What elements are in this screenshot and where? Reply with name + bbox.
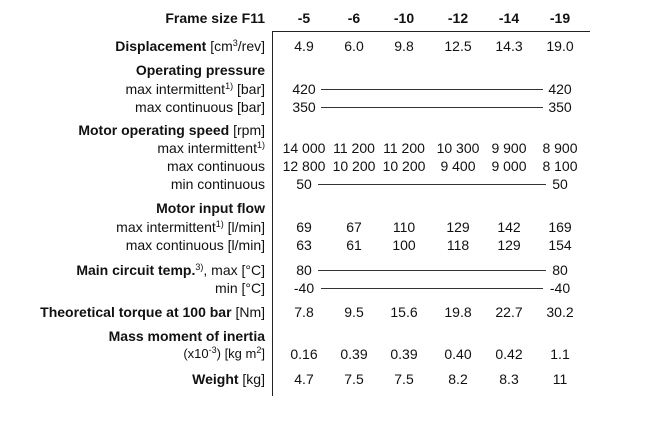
inertia-value: 0.42 — [495, 346, 523, 362]
frame-size-header: -14 — [498, 10, 520, 26]
frame-size-header: -19 — [549, 10, 571, 26]
displacement-label: Displacement $[cm^3/rev]$ — [115, 38, 265, 54]
displacement-value: 12.5 — [444, 38, 472, 54]
operating-pressure-title: Operating pressure — [135, 62, 265, 78]
pressure-max-continuous-label: max continuous [bar] — [135, 99, 265, 115]
weight-value: 8.3 — [499, 371, 519, 387]
inertia-value: 0.16 — [290, 346, 318, 362]
inertia-value: 1.1 — [550, 346, 570, 362]
flow-max-continuous-value: 61 — [346, 237, 362, 253]
circuit-temp-min-label: min [°C] — [215, 280, 265, 296]
weight-value: 4.7 — [294, 371, 314, 387]
speed-max-continuous-value: 9 400 — [440, 158, 476, 174]
speed-min-continuous-label: min continuous — [170, 176, 265, 192]
speed-max-continuous-value: 12 800 — [282, 158, 326, 174]
pressure-max-intermittent-from: 420 — [292, 81, 316, 97]
torque-label: Theoretical torque at 100 bar [Nm] — [40, 304, 265, 320]
torque-value: 19.8 — [444, 304, 472, 320]
flow-max-continuous-value: 129 — [497, 237, 521, 253]
flow-max-intermittent-value: 129 — [446, 219, 470, 235]
frame-size-header: -10 — [393, 10, 415, 26]
column-rule — [272, 31, 273, 396]
speed-max-continuous-value: 9 000 — [491, 158, 527, 174]
pressure-max-intermittent-to: 420 — [548, 81, 572, 97]
inertia-value: 0.39 — [340, 346, 368, 362]
circuit-temp-max-label: Main circuit temp.$^{3)}$, max [°C] — [76, 262, 265, 278]
weight-label: Weight [kg] — [192, 371, 265, 387]
range-leader-line — [321, 89, 543, 90]
motor-input-flow-title: Motor input flow — [156, 200, 265, 216]
flow-max-continuous-value: 63 — [296, 237, 312, 253]
displacement-value: 19.0 — [546, 38, 574, 54]
header-rule — [272, 31, 590, 32]
weight-value: 7.5 — [344, 371, 364, 387]
inertia-unit: $(x10^{-3})$ [kg $m^2$] — [183, 345, 265, 361]
speed-max-intermittent-value: 10 300 — [436, 140, 480, 156]
temp-min-from: -40 — [293, 280, 315, 296]
pressure-max-continuous-from: 350 — [292, 99, 316, 115]
temp-max-to: 80 — [552, 262, 568, 278]
frame-size-label: Frame size F11 — [165, 10, 265, 26]
flow-max-continuous-value: 118 — [446, 237, 470, 253]
range-leader-line — [318, 184, 546, 185]
torque-value: 15.6 — [390, 304, 418, 320]
weight-value: 8.2 — [448, 371, 468, 387]
speed-max-intermittent-value: 14 000 — [282, 140, 326, 156]
flow-max-continuous-label: max continuous [l/min] — [125, 237, 265, 253]
range-leader-line — [321, 288, 543, 289]
speed-min-continuous-from: 50 — [296, 176, 312, 192]
displacement-value: 6.0 — [344, 38, 364, 54]
torque-value: 7.8 — [294, 304, 314, 320]
flow-max-intermittent-label: max intermittent$^{1)}$ [l/min] — [116, 219, 265, 235]
weight-value: 7.5 — [394, 371, 414, 387]
inertia-title: Mass moment of inertia — [108, 328, 265, 344]
speed-min-continuous-to: 50 — [552, 176, 568, 192]
inertia-value: 0.39 — [390, 346, 418, 362]
range-leader-line — [318, 270, 546, 271]
speed-max-intermittent-value: 11 200 — [333, 140, 375, 156]
speed-max-intermittent-value: 11 200 — [383, 140, 425, 156]
frame-size-header: -12 — [447, 10, 469, 26]
speed-max-continuous-value: 10 200 — [332, 158, 376, 174]
frame-size-header: -5 — [297, 10, 311, 26]
torque-value: 9.5 — [344, 304, 364, 320]
inertia-value: 0.40 — [444, 346, 472, 362]
frame-size-header: -6 — [347, 10, 361, 26]
displacement-value: 9.8 — [394, 38, 414, 54]
flow-max-continuous-value: 100 — [392, 237, 416, 253]
pressure-max-continuous-to: 350 — [548, 99, 572, 115]
displacement-value: 4.9 — [294, 38, 314, 54]
speed-max-continuous-value: 8 100 — [542, 158, 578, 174]
range-leader-line — [321, 107, 543, 108]
speed-max-intermittent-value: 8 900 — [542, 140, 578, 156]
displacement-value: 14.3 — [495, 38, 523, 54]
flow-max-continuous-value: 154 — [548, 237, 572, 253]
speed-max-continuous-label: max continuous — [166, 158, 265, 174]
pressure-max-intermittent-label: max intermittent$^{1)}$ [bar] — [125, 81, 265, 97]
temp-max-from: 80 — [296, 262, 312, 278]
flow-max-intermittent-value: 110 — [392, 219, 416, 235]
speed-max-intermittent-label: max intermittent$^{1)}$ — [157, 140, 265, 156]
torque-value: 30.2 — [546, 304, 574, 320]
temp-min-to: -40 — [549, 280, 571, 296]
speed-max-intermittent-value: 9 900 — [491, 140, 527, 156]
speed-max-continuous-value: 10 200 — [382, 158, 426, 174]
weight-value: 11 — [552, 371, 568, 387]
flow-max-intermittent-value: 169 — [548, 219, 572, 235]
flow-max-intermittent-value: 67 — [346, 219, 362, 235]
flow-max-intermittent-value: 69 — [296, 219, 312, 235]
flow-max-intermittent-value: 142 — [497, 219, 521, 235]
motor-speed-title: Motor operating speed [rpm] — [78, 122, 265, 138]
torque-value: 22.7 — [495, 304, 523, 320]
